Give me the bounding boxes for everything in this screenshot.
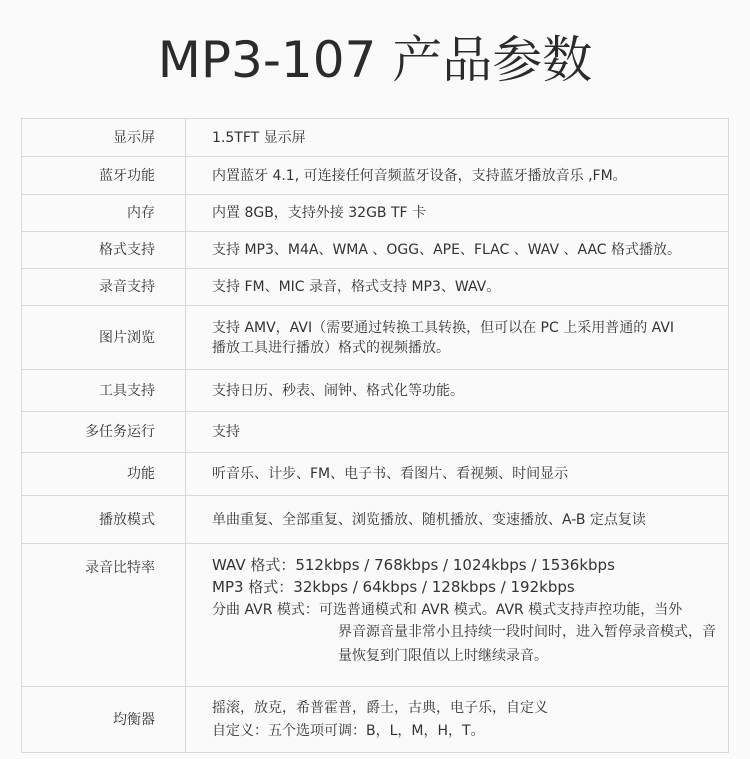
row-value: 内置蓝牙 4.1, 可连接任何音频蓝牙设备，支持蓝牙播放音乐 ,FM。 [186,157,729,195]
row-value [186,687,729,753]
row-label: 录音支持 [22,269,186,306]
table-row [22,412,729,453]
row-label: 工具支持 [22,370,186,412]
row-label: 功能 [22,453,186,496]
avr-line: 可选普通模式和 AVR 模式。AVR 模式支持声控功能，当外 [318,602,683,618]
value-line: 支持 AMV，AVI（需要通过转换工具转换，但可以在 PC 上采用普通的 AVI [212,319,675,336]
table-row [22,370,729,412]
row-value: 内置 8GB，支持外接 32GB TF 卡 [186,195,729,232]
table-row [22,453,729,496]
table-row [22,195,729,232]
value-line: 自定义：五个选项可调：B，L，M，H，T。 [212,722,485,739]
table-row [22,157,729,195]
row-value [186,544,729,687]
row-value: 支持 MP3、M4A、WMA 、OGG、APE、FLAC 、WAV 、AAC 格式播放。 [186,232,729,269]
row-label: 均衡器 [22,687,186,753]
table-row [22,687,729,753]
avr-line: 界音源音量非常小且持续一段时间时，进入暂停录音模式，音 [338,624,716,640]
spec-table [21,118,729,753]
row-label: 图片浏览 [22,306,186,370]
bitrate-mp3: MP3 格式：32kbps / 64kbps / 128kbps / 192kbps [212,578,575,596]
bitrate-wav: WAV 格式：512kbps / 768kbps / 1024kbps / 1536kbps [212,556,615,574]
table-row [22,269,729,306]
row-label: 播放模式 [22,496,186,544]
row-label: 蓝牙功能 [22,157,186,195]
row-value: 1.5TFT 显示屏 [186,119,729,157]
row-label: 内存 [22,195,186,232]
row-value: 听音乐、计步、FM、电子书、看图片、看视频、时间显示 [186,453,729,496]
value-line: 摇滚，放克，希普霍普，爵士，古典，电子乐，自定义 [212,699,548,716]
table-row [22,232,729,269]
avr-line: 量恢复到门限值以上时继续录音。 [338,648,548,664]
table-row [22,119,729,157]
row-value [186,306,729,370]
row-label: 多任务运行 [22,412,186,453]
avr-mode [212,598,716,620]
page-title: MP3-107 产品参数 [157,31,593,89]
value-line: 播放工具进行播放）格式的视频播放。 [212,339,450,356]
table-row [22,544,729,687]
table-row [22,306,729,370]
row-value: 支持 FM、MIC 录音，格式支持 MP3、WAV。 [186,269,729,306]
row-label: 显示屏 [22,119,186,157]
row-value: 支持 [186,412,729,453]
row-value: 单曲重复、全部重复、浏览播放、随机播放、变速播放、A-B 定点复读 [186,496,729,544]
avr-mode-label: 分曲 AVR 模式： [212,602,319,618]
row-value: 支持日历、秒表、闹钟、格式化等功能。 [186,370,729,412]
row-label: 格式支持 [22,232,186,269]
table-row [22,496,729,544]
row-label: 录音比特率 [22,544,186,687]
